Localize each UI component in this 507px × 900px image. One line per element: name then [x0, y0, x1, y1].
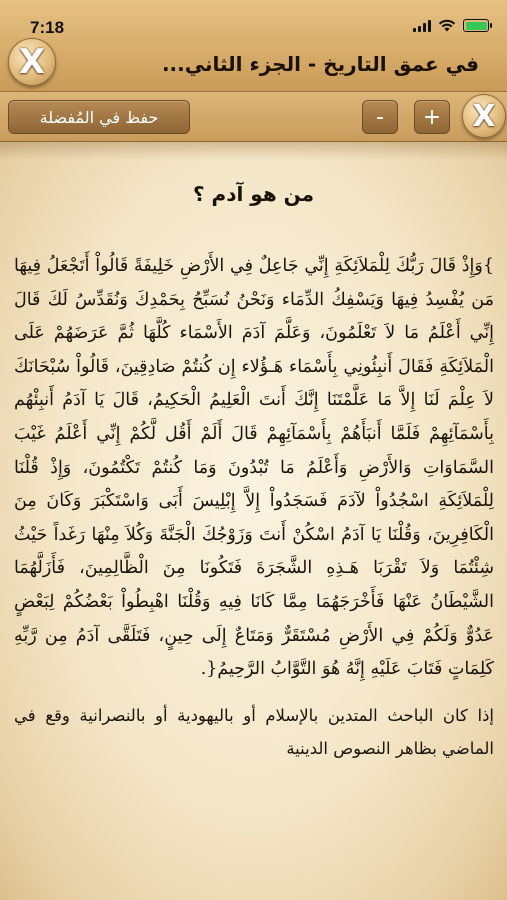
increase-font-button[interactable]: + [414, 100, 450, 134]
page-title: في عمق التاريخ - الجزء الثاني... [161, 52, 479, 76]
reader-toolbar [0, 92, 507, 142]
close-reader-button[interactable] [462, 94, 506, 138]
close-icon: X [18, 42, 46, 82]
quran-passage: }وَإِذْ قَالَ رَبُّكَ لِلْمَلاَئِكَةِ إِنِّي جَاعِلٌ فِي الأَرْضِ خَلِيفَةً قَالُواْ أَتَجْعَلُ فِيهَا مَن يُفْسِدُ فِيهَا وَيَسْفِكُ الدِّمَاء وَنَحْنُ نُسَبِّحُ بِحَمْدِكَ وَنُقَدِّسُ لَكَ قَالَ إِنِّي أَعْلَمُ مَا لاَ تَعْلَمُونَ، وَعَلَّمَ آدَمَ الأَسْمَاء كُلَّهَا ثُمَّ عَرَضَهُمْ عَلَى الْمَلاَئِكَةِ فَقَالَ أَنبِئُونِي بِأَسْمَاء هَـؤُلاء إِن كُنتُمْ صَادِقِينَ، قَالُواْ سُبْحَانَكَ لاَ عِلْمَ لَنَا إِلاَّ مَا عَلَّمْتَنَا إِنَّكَ أَنتَ الْعَلِيمُ الْحَكِيمُ، قَالَ يَا آدَمُ أَنبِئْهُم بِأَسْمَآئِهِمْ فَلَمَّا أَنبَأَهُمْ بِأَسْمَآئِهِمْ قَالَ أَلَمْ أَقُل لَّكُمْ إِنِّي أَعْلَمُ غَيْبَ السَّمَاوَاتِ وَالأَرْضِ وَأَعْلَمُ مَا تُبْدُونَ وَمَا كُنتُمْ تَكْتُمُونَ، وَإِذْ قُلْنَا لِلْمَلاَئِكَةِ اسْجُدُواْ لآدَمَ فَسَجَدُواْ إِلاَّ إِبْلِيسَ أَبَى وَاسْتَكْبَرَ وَكَانَ مِنَ الْكَافِرِينَ، وَقُلْنَا يَا آدَمُ اسْكُنْ أَنتَ وَزَوْجُكَ الْجَنَّةَ وَكُلاَ مِنْهَا رَغَداً حَيْثُ شِئْتُمَا وَلاَ تَقْرَبَا هَـذِهِ الشَّجَرَةَ فَتَكُونَا مِنَ الْظَّالِمِينَ، فَأَزَلَّهُمَا الشَّيْطَانُ عَنْهَا فَأَخْرَجَهُمَا مِمَّا كَانَا فِيهِ وَقُلْنَا اهْبِطُواْ بَعْضُكُمْ لِبَعْضٍ عَدُوٌّ وَلَكُمْ فِي الأَرْضِ مُسْتَقَرٌّ وَمَتَاعٌ إِلَى حِينٍ، فَتَلَقَّى آدَمُ مِن رَّبِّهِ كَلِمَاتٍ فَتَابَ عَلَيْهِ إِنَّهُ هُوَ التَّوَّابُ الرَّحِيمُ{. [14, 256, 494, 680]
decrease-font-button[interactable]: - [362, 100, 398, 134]
status-icons [413, 19, 489, 32]
title-bar [0, 0, 507, 92]
reading-page[interactable] [0, 142, 507, 900]
paragraph: إذا كان الباحث المتدين بالإسلام أو باليهودية أو بالنصرانية وقع في الماضي بظاهر النصوص الدينية [14, 705, 494, 759]
status-time: 7:18 [30, 18, 65, 37]
wifi-icon [438, 19, 456, 32]
close-icon: X [472, 98, 496, 134]
save-favorite-button[interactable]: حفظ في المُفضلة [8, 100, 190, 134]
chapter-title: من هو آدم ؟ [192, 182, 315, 206]
article-body [14, 250, 494, 778]
signal-icon [413, 20, 431, 32]
battery-icon [463, 19, 489, 32]
battery-level [466, 22, 487, 30]
close-book-button[interactable] [8, 38, 56, 86]
